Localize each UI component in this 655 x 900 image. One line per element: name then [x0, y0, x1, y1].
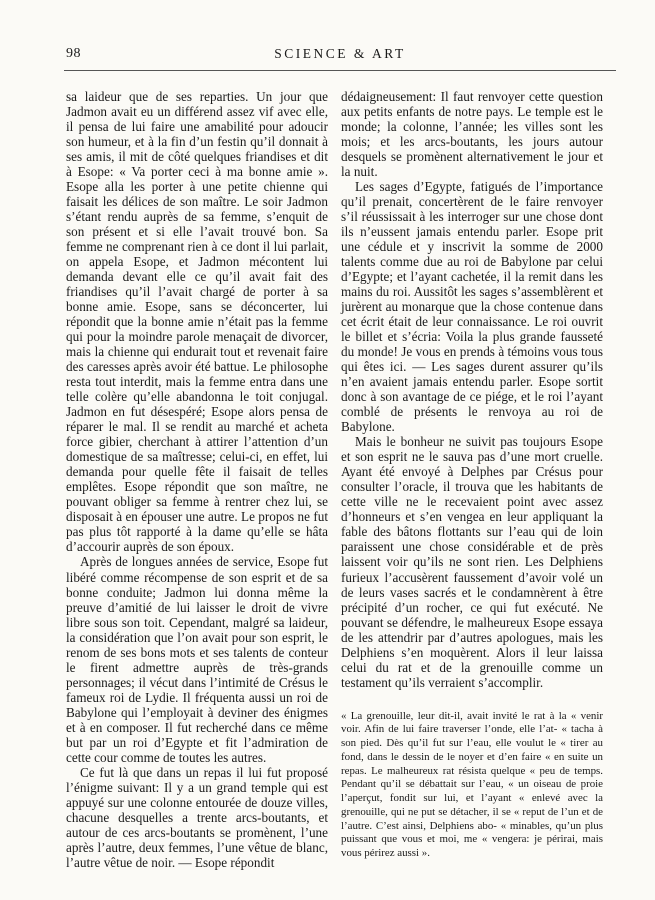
- footnote-text: « La grenouille, leur dit-il, avait invité le rat à la « venir voir. Afin de lui faire traverser l’onde, elle l’at- « tacha à son pied. Dès qu’il fut sur l’eau, elle voulut le « tirer au fond, dans le dessin de le noyer et d’en faire « en suite un repas. Le malheureux rat résista quelque « peu de temps. Pendant qu’il se débattait sur l’eau, « un oiseau de proie l’aperçut, fondit sur lui, et l’ayant « enlevé avec la grenouille, qui ne put se détacher, il se « reput de l’un et de l’autre. C’est ainsi, Delphiens abo- « minables, qu’un plus puissant que vous et moi, me « vengera: je périrai, mais vous périrez aussi ».: [341, 709, 603, 860]
- header-rule: [64, 70, 616, 71]
- page-number: 98: [66, 46, 81, 61]
- paragraph: sa laideur que de ses reparties. Un jour que Jadmon avait eu un différend assez vif avec elle, il pensa de lui faire une amabilité pour adoucir son humeur, et à la fin d’un festin qu’il donnait à ses amis, il mit de côté quelques friandises et dit à Esope: « Va porter ceci à ma bonne amie ». Esope alla les porter à une petite chienne qui faisait les délices de son maître. Le soir Jadmon s’étant rendu auprès de sa femme, s’enquit de son présent et si elle l’avait trouvé bon. Sa femme ne comprenant rien à ce dont il lui parlait, on appela Esope, et Jadmon mécontent lui demanda devant elle ce qu’il avait fait des friandises qu’il l’avait chargé de porter à sa bonne amie. Esope, sans se déconcerter, lui répondit que la bonne amie n’était pas la femme qui pour la moindre parole menaçait de divorcer, mais la chienne qui endurait tout et revenait faire des caresses après avoir été battue. Le philosophe resta tout interdit, mais la femme entra dans une telle colère qu’elle abandonna le toit conjugal. Jadmon en fut désespéré; Esope alors pensa de réparer le mal. Il se rendit au marché et acheta force gibier, cherchant à attirer l’attention d’un domestique de sa maîtresse; celui-ci, en effet, lui demanda pour quelle fête il faisait de telles emplêtes. Esope répondit que son maître, ne pouvant obliger sa femme à rentrer chez lui, se disposait à en épouser une autre. Le propos ne fut pas plus tôt rapporté à la dame qu’elle se hâta d’accourir auprès de son époux.: [66, 89, 328, 555]
- footnote: [341, 710, 603, 861]
- paragraph: Les sages d’Egypte, fatigués de l’importance qu’il prenait, concertèrent de le faire renvoyer s’il réussissait à les interroger sur une chose dont ils n’eussent jamais entendu parler. Esope prit une cédule et y inscrivit la somme de 2000 talents comme due au roi de Babylone par celui d’Egypte; et l’ayant cachetée, il la remit dans les mains du roi. Aussitôt les sages s’assemblèrent et jurèrent au monarque que la chose contenue dans cet écrit était de leur connaissance. Le roi ouvrit le billet et s’écria: Voila la plus grande fausseté du monde! Je vous en prends à témoins vous tous qui êtes ici. — Les sages durent assurer qu’ils n’en avaient jamais entendu parler. Esope sortit donc à son avantage de ce piége, et le roi l’ayant comblé de présents le renvoya au roi de Babylone.: [341, 179, 603, 435]
- paragraph: Après de longues années de service, Esope fut libéré comme récompense de son esprit et de sa bonne conduite; Jadmon lui donna même la preuve d’amitié de lui laisser le droit de vivre libre sous son toit. Cependant, malgré sa laideur, la considération que l’on avait pour son esprit, le renom de ses bons mots et ses talents de conteur le firent admettre auprès de très-grands personnages; il vécut dans l’intimité de Crésus le fameux roi de Lydie. Il fréquenta aussi un roi de Babylone qui l’employait à deviner des énigmes et à en composer. Il fut recherché dans ce même but par un roi d’Egypte et fit l’admiration de cette cour comme de toutes les autres.: [66, 554, 328, 765]
- paragraph: dédaigneusement: Il faut renvoyer cette question aux petits enfants de notre pays. Le temple est le monde; la colonne, l’année; les villes sont les mois; et les arcs-boutants, les jours autour desquels se promènent alternativement le jour et la nuit.: [341, 89, 603, 180]
- paragraph: Ce fut là que dans un repas il lui fut proposé l’énigme suivant: Il y a un grand temple qui est appuyé sur une colonne entourée de douze villes, chacune desquelles a trente arcs-boutants, et autour de ces arcs-boutants se promènent, l’une après l’autre, deux femmes, l’une vêtue de blanc, l’autre vêtue de noir. — Esope répondit: [66, 764, 328, 870]
- right-column: [341, 89, 603, 861]
- running-title: SCIENCE & ART: [274, 46, 406, 61]
- paragraph: Mais le bonheur ne suivit pas toujours Esope et son esprit ne le sauva pas d’une mort cruelle. Ayant été envoyé à Delphes par Crésus pour consulter l’oracle, il trouva que les habitants de cette ville ne le recevaient point avec assez d’honneurs et s’en vengea en leur appliquant la fable des bâtons flottants sur l’eau qui de loin paraissent une chose considérable et de près laissent voir qu’ils ne sont rien. Les Delphiens furieux l’accusèrent faussement d’avoir volé un de leurs vases sacrés et le condamnèrent à être précipité d’un rocher, ce qui fut exécuté. Ne pouvant se défendre, le malheureux Esope essaya de les attendrir par d’autres apologues, mais les Delphiens s’en moquèrent. Alors il leur laissa celui du rat et de la grenouille comme un testament qu’ils verraient s’accomplir.: [341, 434, 603, 690]
- left-column: [66, 89, 328, 870]
- page-header: [66, 46, 614, 66]
